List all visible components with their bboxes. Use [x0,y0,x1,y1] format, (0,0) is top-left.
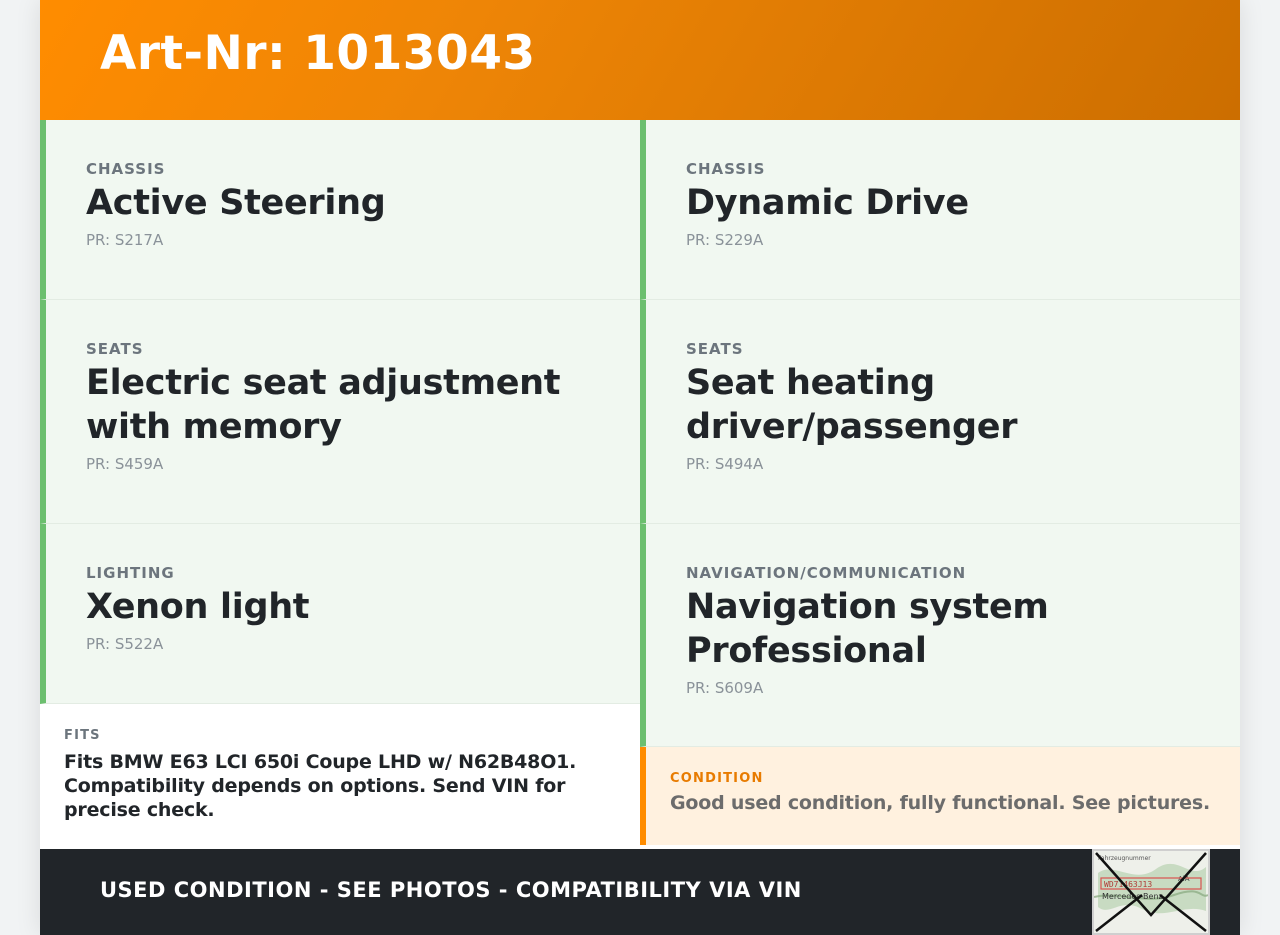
thumbnail-make: Mercedes-Benz [1102,892,1163,901]
thumbnail-code: AiA [1178,875,1190,883]
feature-card [640,524,1240,747]
feature-title: Xenon light [86,587,310,627]
feature-pr-code: PR: S609A [686,679,764,697]
feature-title: Seat heating driver/passenger [686,363,1018,447]
feature-pr-code: PR: S459A [86,455,164,473]
fitment-box [40,704,640,845]
footer-notice: USED CONDITION - SEE PHOTOS - COMPATIBILITY VIA VIN [100,878,802,902]
article-number-title: Art-Nr: 1013043 [100,26,536,81]
fitment-text: Fits BMW E63 LCI 650i Coupe LHD w/ N62B48O1. Compatibility depends on options. Send VIN for precise check. [64,751,577,821]
feature-category: SEATS [686,340,744,358]
feature-title: Navigation system Professional [686,587,1049,671]
feature-pr-code: PR: S229A [686,231,764,249]
feature-category: LIGHTING [86,564,175,582]
feature-pr-code: PR: S494A [686,455,764,473]
feature-pr-code: PR: S217A [86,231,164,249]
footer-bar [40,849,1240,935]
feature-category: CHASSIS [86,160,166,178]
thumbnail-caption: Fahrzeugnummer [1098,855,1151,862]
feature-title: Electric seat adjustment with memory [86,363,561,447]
feature-category: SEATS [86,340,144,358]
condition-box [640,747,1240,845]
feature-card [640,120,1240,300]
feature-pr-code: PR: S522A [86,635,164,653]
listing-sheet [40,0,1240,935]
header-banner [40,0,1240,120]
document-photo-icon [1094,851,1208,933]
feature-category: CHASSIS [686,160,766,178]
condition-text: Good used condition, fully functional. See pictures. [670,792,1210,814]
fitment-label: FITS [64,728,101,743]
feature-column-right [640,120,1240,747]
thumbnail-vin: WD71463J13 [1104,880,1153,889]
feature-title: Active Steering [86,183,386,223]
feature-category: NAVIGATION/COMMUNICATION [686,564,967,582]
feature-card [40,300,640,524]
feature-card [40,120,640,300]
condition-label: CONDITION [670,771,764,786]
vehicle-document-thumbnail-icon [1092,849,1210,935]
feature-column-left [40,120,640,704]
feature-card [40,524,640,704]
feature-card [640,300,1240,524]
feature-title: Dynamic Drive [686,183,969,223]
